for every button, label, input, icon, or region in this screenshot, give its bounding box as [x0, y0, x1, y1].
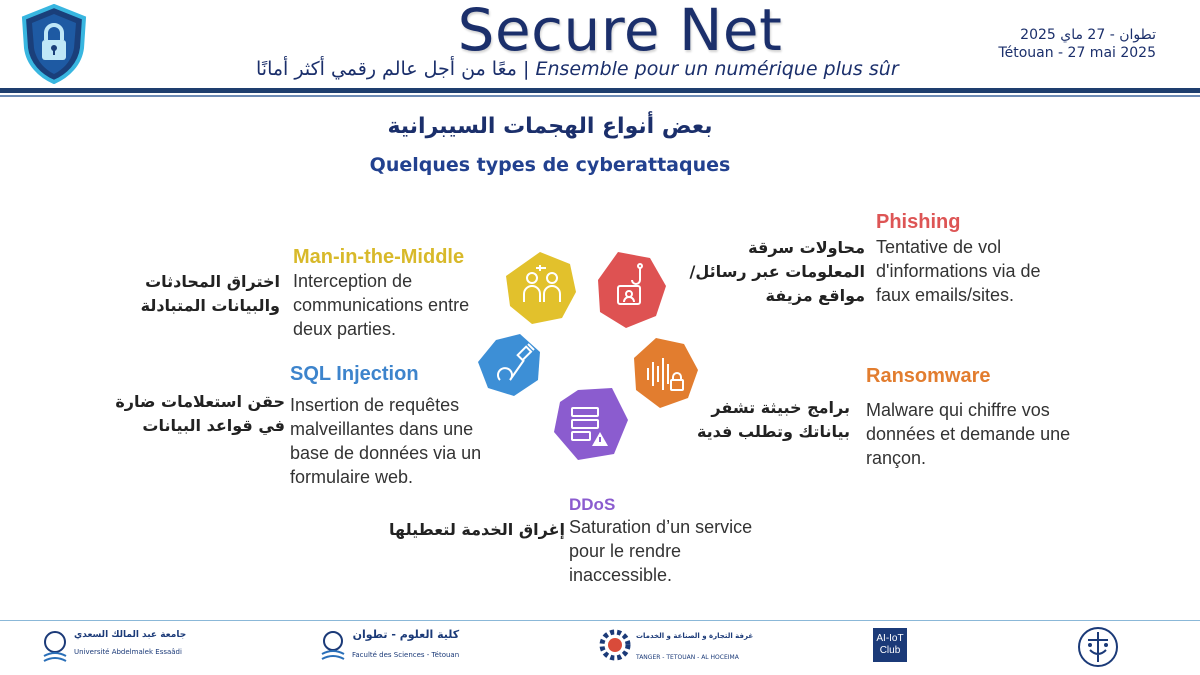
section-heading-french: Quelques types de cyberattaques — [369, 154, 731, 176]
ddos-description: Saturation d’un service pour le rendre inaccessible. — [569, 517, 753, 585]
ransomware-description-arabic: برامج خبيثة تشفر بياناتك وتطلب فدية — [696, 398, 850, 441]
ransomware-description: Malware qui chiffre vos données et demande une rançon. — [866, 400, 1071, 468]
subtitle-french: Ensemble pour un numérique plus sûr — [535, 58, 899, 80]
date-french: Tétouan - 27 mai 2025 — [998, 45, 1156, 61]
faculty-emblem-icon — [318, 628, 348, 662]
page-subtitle — [256, 58, 976, 80]
event-date — [998, 26, 1156, 62]
phishing-badge — [598, 252, 666, 328]
subtitle-arabic: معًا من أجل عالم رقمي أكثر أمانًا — [256, 58, 517, 80]
uae-name-french: Université Abdelmalek Essaâdi — [74, 648, 182, 656]
chamber-region: TANGER - TETOUAN - AL HOCEIMA — [636, 654, 739, 661]
page-title: Secure Net — [457, 0, 783, 64]
phishing-description: Tentative de vol d'informations via de faux emails/sites. — [876, 237, 1041, 305]
sql-injection-title: SQL Injection — [290, 363, 419, 385]
subtitle-separator: | — [522, 58, 530, 80]
sql-injection-description-arabic: حقن استعلامات ضارة في قواعد البيانات — [115, 392, 285, 435]
footer-divider — [0, 620, 1200, 621]
club-line-2: Club — [879, 645, 901, 656]
ransomware-title: Ransomware — [866, 365, 991, 387]
association-emblem-icon — [1074, 626, 1122, 668]
ai-iot-club-logo — [873, 628, 907, 662]
ransomware-badge — [634, 338, 698, 408]
club-line-1: AI-IoT — [876, 633, 904, 644]
section-heading-arabic: بعض أنواع الهجمات السيبرانية — [387, 114, 713, 139]
header-divider-thin — [0, 95, 1200, 97]
uae-name-arabic: جامعة عبد المالك السعدي — [74, 630, 187, 640]
ddos-title: DDoS — [569, 495, 616, 514]
sql-injection-badge — [478, 334, 540, 396]
mitm-title: Man-in-the-Middle — [293, 246, 465, 268]
mitm-description-arabic: اختراق المحادثات والبيانات المتبادلة — [140, 272, 280, 315]
chamber-name-arabic: غرفة التجارة و الصناعة و الخدمات — [636, 632, 754, 640]
fst-name-french: Faculté des Sciences - Tétouan — [352, 651, 460, 659]
sql-injection-description: Insertion de requêtes malveillantes dans une base de données via un formulaire web. — [290, 395, 482, 487]
ddos-badge — [554, 388, 628, 460]
phishing-description-arabic: محاولات سرقة المعلومات عبر رسائل/مواقع مزيفة — [689, 238, 865, 305]
attack-types-diagram — [470, 240, 740, 480]
header-divider — [0, 88, 1200, 93]
mitm-badge — [506, 252, 576, 324]
phishing-title: Phishing — [876, 211, 961, 233]
date-arabic: تطوان - 27 ماي 2025 — [1020, 27, 1156, 43]
ddos-description-arabic: إغراق الخدمة لتعطيلها — [389, 520, 565, 539]
gear-icon — [598, 628, 632, 662]
fst-name-arabic: كلية العلوم - تطوان — [352, 628, 460, 641]
mitm-description: Interception de communications entre deux parties. — [293, 271, 470, 339]
university-emblem-icon — [38, 628, 72, 664]
